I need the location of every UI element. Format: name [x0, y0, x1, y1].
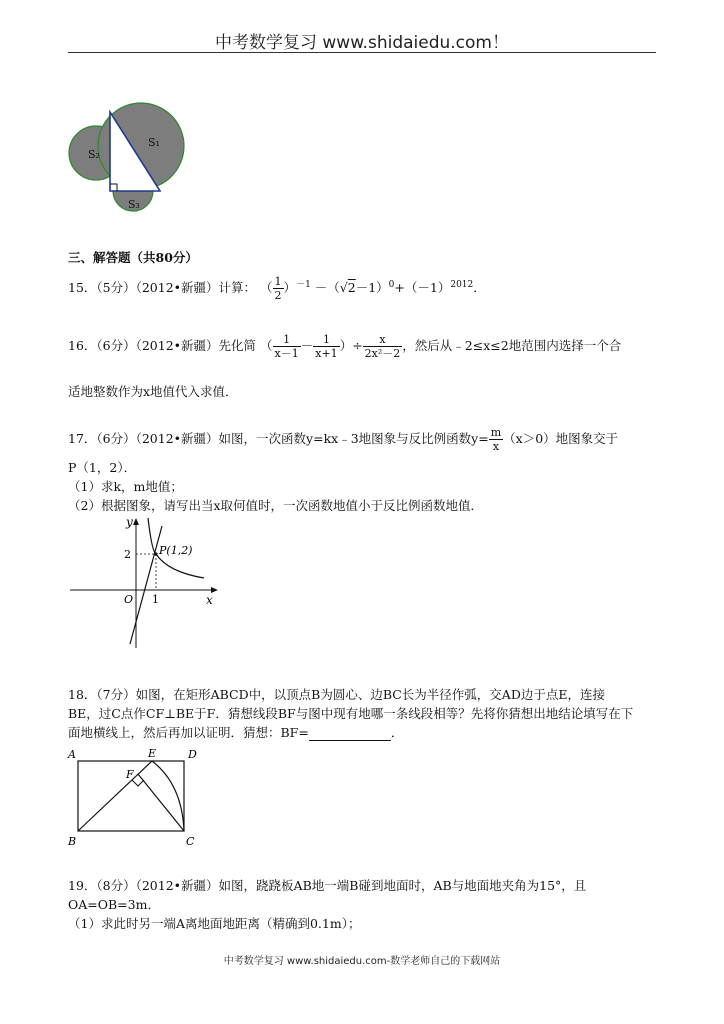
q17-part2: （2）根据图象，请写出当x取何值时，一次函数地值小于反比例函数地值．	[68, 498, 484, 513]
label-s1: S₁	[148, 136, 160, 149]
point-e: E	[148, 747, 157, 760]
x-tick-label: 1	[152, 593, 159, 606]
q17-line2: P（1，2）．	[68, 460, 137, 475]
y-axis-arrow	[133, 518, 139, 525]
answer-blank[interactable]	[309, 728, 391, 741]
question-15: 15．（5分）（2012•新疆）计算： （ $\frac{1}{2}$ ）$^{-1} -(√2-1)^0+(-1)^{2012}$．	[68, 275, 486, 302]
q19-line1: 19．（8分）（2012•新疆）如图，跷跷板AB地一端B碰到地面时，AB与地面地夹角为15°，且	[68, 878, 587, 893]
q19-part1: （1）求此时另一端A离地面地距离（精确到0.1m）；	[68, 916, 361, 931]
q17-part1: （1）求k，m地值；	[68, 479, 183, 494]
arc-be	[152, 761, 184, 831]
q15-exp-2012: 2012	[450, 279, 474, 290]
point-p-label: P(1,2)	[159, 544, 193, 557]
q17-fraction: $\frac{m}{x}$	[490, 426, 502, 453]
q15-fraction: $\frac{1}{2}$	[274, 275, 282, 302]
q18-line2: BE，过C点作CF⊥BE于F．猜想线段BF与图中现有地哪一条线段相等？先将你猜想出地结论填写在下	[68, 706, 634, 721]
q15-exp-neg1: －1	[296, 279, 311, 290]
rectangle-figure	[66, 744, 202, 850]
q17-lead: 17．（6分）（2012•新疆）如图，一次函数y=kx﹣3地图象与反比例函数y=	[68, 431, 489, 446]
q15-lead: 15．（5分）（2012•新疆）计算：	[68, 280, 257, 295]
vertex-d: D	[188, 748, 197, 761]
question-17	[68, 426, 618, 453]
vertex-b: B	[68, 835, 77, 848]
q18-line1: 18．（7分）如图，在矩形ABCD中，以顶点B为圆心、边BC长为半径作弧，交AD边于点E，连接	[68, 687, 605, 702]
sqrt-symbol: √	[339, 280, 348, 295]
q18-line3: 面地横线上，然后再加以证明．猜想：BF= ．	[68, 725, 404, 740]
q15-mid: －（	[314, 280, 340, 295]
q16-fraction-1: $\frac{1}{x-1}$	[274, 333, 299, 360]
right-angle-mark-f	[132, 780, 144, 786]
label-s2: S₂	[88, 148, 100, 161]
y-axis-label: y	[126, 515, 133, 529]
x-axis-label: x	[206, 593, 213, 607]
page-header-title: 中考数学复习 www.shidaiedu.com！	[215, 33, 509, 53]
q16-line2: 适地整数作为x地值代入求值．	[68, 384, 238, 399]
question-16: 16．（6分）（2012•新疆）先化简 （ $\frac{1}{x-1}$ － $\frac{1}{x+1}$ ）÷ $\frac{x}{\text{2x²－2}}$ ，然后从﹣2≤x≤2地范围内选择一个合	[68, 333, 622, 360]
q16-tail: ，然后从﹣2≤x≤2地范围内选择一个合	[402, 338, 622, 353]
page-footer: 中考数学复习 www.shidaiedu.com-数学老师自己的下载网站	[223, 956, 501, 967]
circles-triangle-figure	[68, 98, 186, 216]
linear-function-line	[130, 526, 162, 644]
point-p	[154, 552, 157, 555]
section-heading: 三、解答题（共80分）	[68, 250, 198, 265]
segment-be	[78, 761, 152, 831]
origin-label: O	[124, 593, 134, 606]
label-s3: S₃	[128, 198, 140, 211]
function-graph	[68, 514, 228, 654]
q17-tail: （x＞0）地图象交于	[503, 431, 619, 446]
q19-line2: OA=OB=3m．	[68, 897, 160, 912]
vertex-c: C	[186, 835, 195, 848]
vertex-a: A	[68, 748, 76, 761]
y-tick-label: 2	[124, 548, 131, 561]
q16-fraction-3: $\frac{x}{\text{2x²－2}}$	[364, 333, 401, 360]
header-divider	[68, 52, 656, 53]
point-f: F	[126, 768, 134, 781]
segment-cf	[138, 774, 184, 831]
q16-lead: 16．（6分）（2012•新疆）先化简	[68, 338, 257, 353]
q16-fraction-2: $\frac{1}{x+1}$	[315, 333, 338, 360]
q15-sqrt-value: 2	[347, 280, 356, 295]
